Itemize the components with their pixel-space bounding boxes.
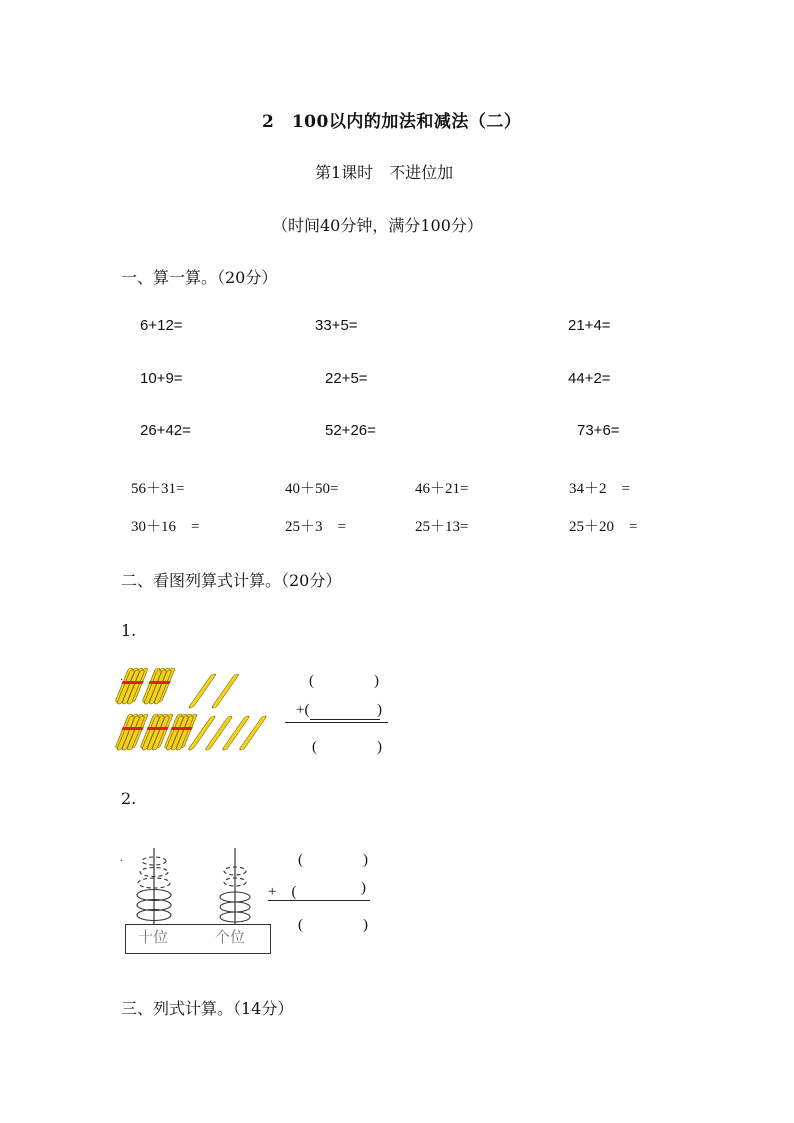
abacus-illustration (120, 845, 280, 930)
result-blank[interactable]: ( ) (312, 739, 382, 755)
problem: 40＋50= (285, 481, 339, 497)
single-stick (211, 674, 239, 708)
question-number: 1. (121, 621, 137, 640)
problem: 21+4= (568, 317, 611, 334)
problem: 30＋16 = (131, 519, 200, 535)
marker-dot: . (120, 853, 124, 864)
close-paren: ) (377, 702, 382, 718)
sum-line (285, 722, 388, 723)
ones-label: 个位 (215, 928, 246, 946)
marker-dot: . (120, 672, 124, 683)
result-blank[interactable]: ( ) (298, 917, 368, 933)
single-stick (188, 674, 216, 708)
plus-blank[interactable]: +( (296, 702, 310, 718)
section-heading-1: 一、算一算。（20分） (121, 268, 278, 287)
problem: 10+9= (140, 370, 183, 387)
lesson-subtitle: 第1课时 不进位加 (315, 163, 454, 182)
plus-blank[interactable]: + ( (268, 884, 297, 900)
section-heading-3: 三、列式计算。（14分） (121, 999, 294, 1018)
problem: 22+5= (325, 370, 368, 387)
problem: 33+5= (315, 317, 358, 334)
sum-line (268, 900, 370, 901)
problem: 26+42= (140, 422, 191, 439)
underline (310, 719, 380, 720)
tens-label: 十位 (138, 928, 169, 946)
problem: 6+12= (140, 317, 183, 334)
problem: 52+26= (325, 422, 376, 439)
answer-blank[interactable]: ( ) (309, 673, 379, 689)
problem: 34＋2 = (569, 481, 630, 497)
problem: 25＋13= (415, 519, 469, 535)
sticks-illustration (116, 660, 286, 755)
page-title: 2 100以内的加法和减法（二） (262, 112, 522, 132)
problem: 25＋20 = (569, 519, 638, 535)
answer-blank[interactable]: ( ) (298, 852, 368, 868)
time-note: （时间40分钟，满分100分） (272, 216, 483, 235)
close-paren: ) (361, 880, 366, 896)
problem: 56＋31= (131, 481, 185, 497)
section-heading-2: 二、看图列算式计算。（20分） (121, 571, 342, 590)
question-number: 2. (121, 789, 137, 808)
problem: 46＋21= (415, 481, 469, 497)
problem: 25＋3 = (285, 519, 346, 535)
problem: 73+6= (577, 422, 620, 439)
problem: 44+2= (568, 370, 611, 387)
